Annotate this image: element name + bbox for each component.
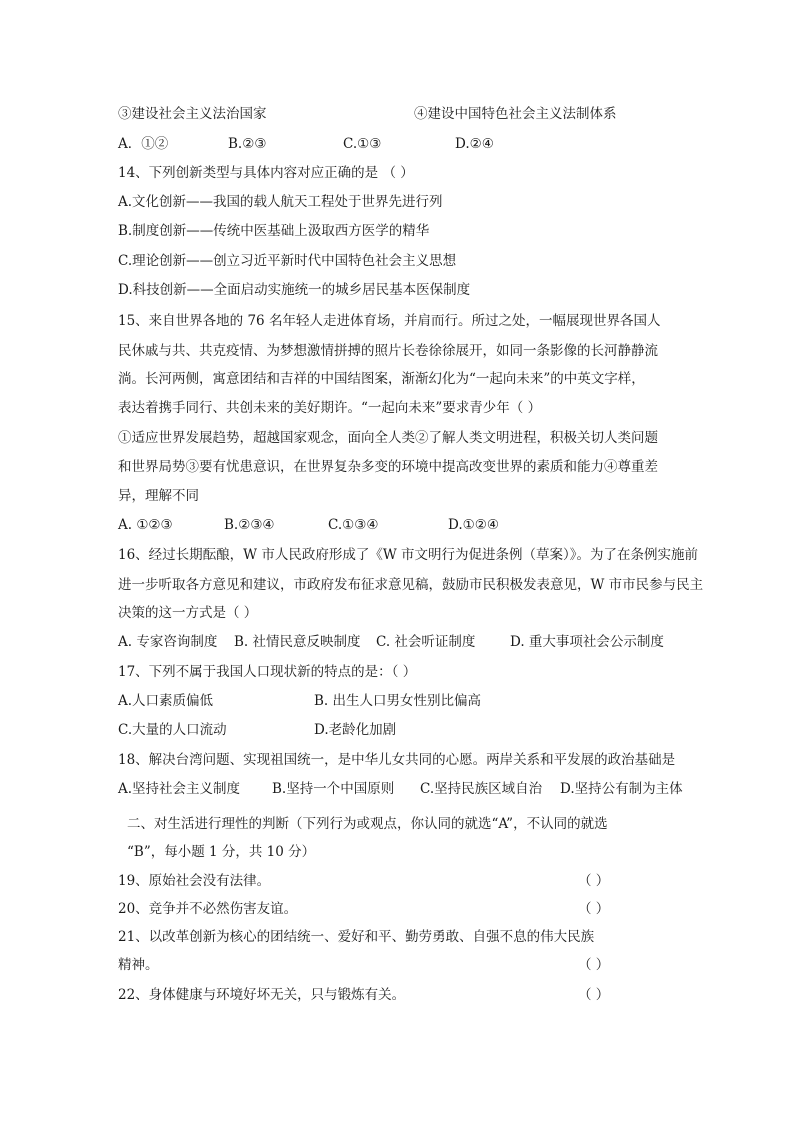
q13-item-3: ③建设社会主义法治国家: [118, 106, 267, 122]
q17-stem: 17、下列不属于我国人口现状新的特点的是：（ ）: [118, 664, 417, 680]
q14-option-d: D.科技创新——全面启动实施统一的城乡居民基本医保制度: [118, 282, 471, 298]
q18-option-b: B.坚持一个中国原则: [272, 781, 395, 797]
q13-options-row: [118, 134, 678, 154]
q15-option-a: A. ①②③: [118, 517, 173, 533]
q17-option-c: C.大量的人口流动: [118, 722, 227, 738]
q18-stem: 18、解决台湾问题、实现祖国统一，是中华儿女共同的心愿。两岸关系和平发展的政治基础是: [118, 752, 676, 768]
q21-row-2: [118, 955, 638, 975]
q19-stem: 19、原始社会没有法律。: [118, 873, 271, 889]
q16-stem-line-3: 决策的这一方式是（ ）: [118, 605, 258, 621]
q18-options-row: [118, 779, 698, 799]
q22-answer-bracket: （ ）: [578, 987, 610, 1003]
q18-option-c: C.坚持民族区域自治: [420, 781, 543, 797]
q16-option-d: D. 重大事项社会公示制度: [510, 634, 664, 650]
q13-option-d: D.②④: [455, 136, 494, 152]
q14-option-c: C.理论创新——创立习近平新时代中国特色社会主义思想: [118, 253, 457, 269]
q16-options-row: [118, 632, 688, 652]
q15-items-line-3: 异，理解不同: [118, 488, 199, 504]
q21-stem-line-1: 21、以改革创新为核心的团结统一、爱好和平、勤劳勇敢、自强不息的伟大民族: [118, 929, 595, 945]
q19-answer-bracket: （ ）: [578, 873, 610, 889]
q18-option-d: D.坚持公有制为主体: [560, 781, 683, 797]
q16-option-b: B. 社情民意反映制度: [234, 634, 361, 650]
q13-item-4: ④建设中国特色社会主义法制体系: [414, 106, 617, 122]
section-2-heading-line-1: 二、对生活进行理性的判断（下列行为或观点，你认同的就选“A”，不认同的就选: [127, 816, 608, 832]
q19-row: [118, 871, 638, 891]
q21-answer-bracket: （ ）: [578, 957, 610, 973]
q13-items-row: [118, 104, 678, 124]
q15-stem-line-2: 民休戚与共、共克疫情、为梦想激情拼搏的照片长卷徐徐展开，如同一条影像的长河静静流: [118, 343, 658, 359]
q15-items-line-1: ①适应世界发展趋势，超越国家观念，面向全人类②了解人类文明进程，积极关切人类问题: [118, 430, 658, 446]
q16-stem-line-2: 进一步听取各方意见和建议，市政府发布征求意见稿，鼓励市民积极发表意见，W 市市民参与民主: [118, 577, 704, 593]
q15-stem-line-4: 表达着携手同行、共创未来的美好期许。“一起向未来”要求青少年（ ）: [118, 400, 542, 416]
q15-items-line-2: 和世界局势③要有忧患意识，在世界复杂多变的环境中提高改变世界的素质和能力④尊重差: [118, 459, 658, 475]
q14-stem: 14、下列创新类型与具体内容对应正确的是 （ ）: [118, 165, 414, 181]
q17-options-row-2: [118, 720, 678, 740]
q14-option-a: A.文化创新——我国的载人航天工程处于世界先进行列: [118, 194, 443, 210]
q22-row: [118, 985, 638, 1005]
q18-option-a: A.坚持社会主义制度: [118, 781, 241, 797]
q15-stem-line-1: 15、来自世界各地的 76 名年轻人走进体育场，并肩而行。所过之处，一幅展现世界各国人: [118, 313, 661, 329]
q15-option-b: B.②③④: [224, 517, 275, 533]
q20-answer-bracket: （ ）: [578, 901, 610, 917]
q16-stem-line-1: 16、经过长期酝酿，W 市人民政府形成了《W 市文明行为促进条例（草案）》。为了在条例实施前: [118, 547, 699, 563]
q20-row: [118, 899, 638, 919]
q15-options-row: [118, 515, 678, 535]
section-2-heading-line-2: “B”，每小题 1 分，共 10 分）: [127, 844, 316, 860]
q16-option-a: A. 专家咨询制度: [118, 634, 218, 650]
q15-option-d: D.①②④: [448, 517, 499, 533]
q21-stem-line-2: 精神。: [118, 957, 159, 973]
q17-option-b: B. 出生人口男女性别比偏高: [314, 693, 482, 709]
q22-stem: 22、身体健康与环境好坏无关，只与锻炼有关。: [118, 987, 406, 1003]
q17-option-a: A.人口素质偏低: [118, 693, 214, 709]
q16-option-c: C. 社会听证制度: [376, 634, 476, 650]
q15-option-c: C.①③④: [328, 517, 379, 533]
q17-options-row-1: [118, 691, 678, 711]
q13-option-c: C.①③: [343, 136, 382, 152]
q14-option-b: B.制度创新——传统中医基础上汲取西方医学的精华: [118, 223, 430, 239]
q20-stem: 20、竞争并不必然伤害友谊。: [118, 901, 298, 917]
q13-option-a: A．①②: [118, 136, 169, 152]
q15-stem-line-3: 淌。长河两侧，寓意团结和吉祥的中国结图案，渐渐幻化为“一起向未来”的中英文字样，: [118, 371, 645, 387]
q13-option-b: B.②③: [228, 136, 267, 152]
q17-option-d: D.老龄化加剧: [314, 722, 397, 738]
